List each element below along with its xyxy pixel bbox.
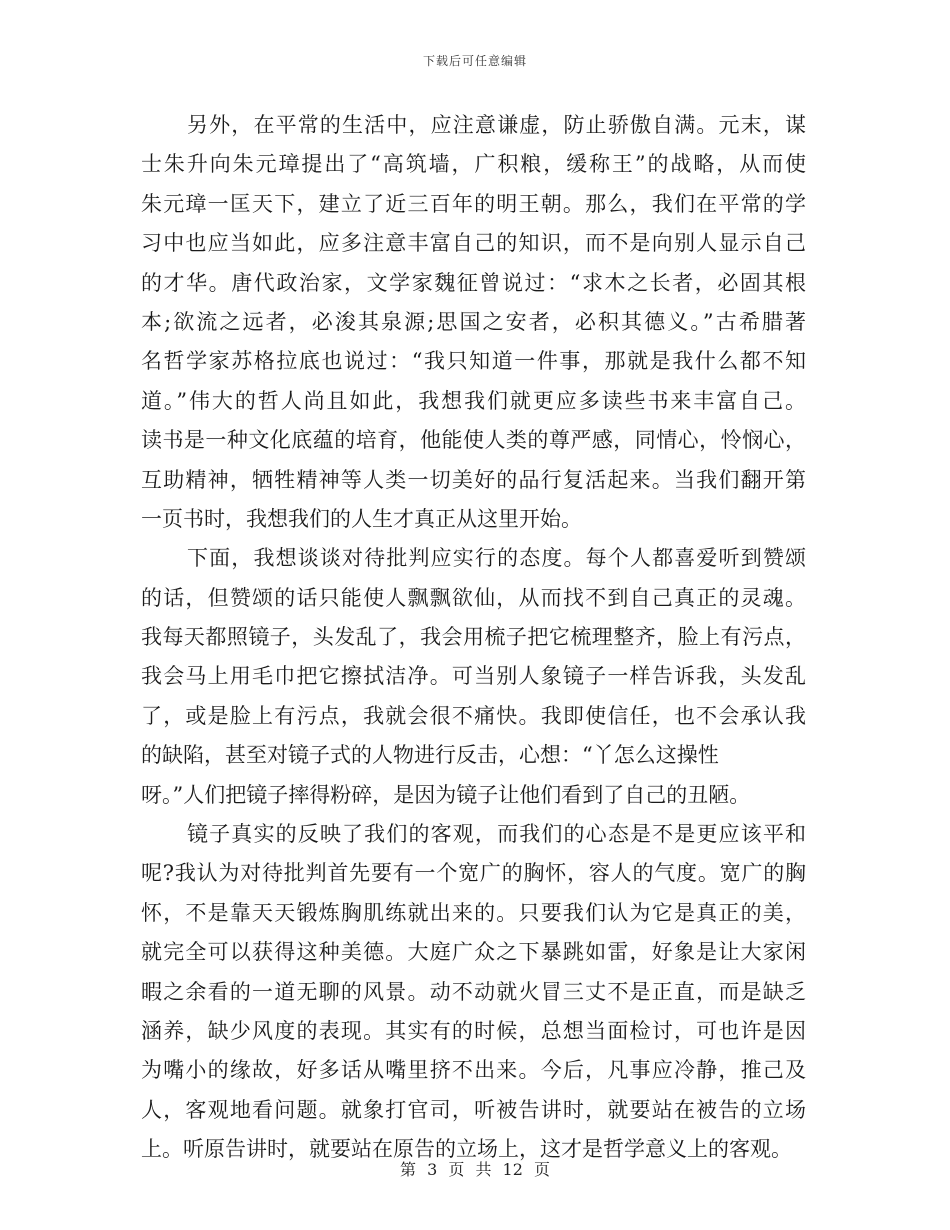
- text-line: 就完全可以获得这种美德。大庭广众之下暴跳如雷，好象是让大家闲: [141, 940, 806, 965]
- text-line: 我每天都照镜子，头发乱了，我会用梳子把它梳理整齐，脸上有污点，: [141, 625, 806, 650]
- text-line: 习中也应当如此，应多注意丰富自己的知识，而不是向别人显示自己: [141, 231, 806, 256]
- text-line: 士朱升向朱元璋提出了“高筑墙，广积粮，缓称王”的战略，从而使: [141, 152, 806, 177]
- page-number-footer: 第 3 页 共 12 页: [400, 1160, 550, 1179]
- text-line: 呀。”人们把镜子摔得粉碎，是因为镜子让他们看到了自己的丑陋。: [141, 782, 751, 807]
- text-line: 一页书时，我想我们的人生才真正从这里开始。: [141, 506, 582, 531]
- text-line: 下面，我想谈谈对待批判应实行的态度。每个人都喜爱听到赞颂: [187, 546, 806, 571]
- text-line: 了，或是脸上有污点，我就会很不痛快。我即使信任，也不会承认我: [141, 703, 806, 728]
- text-line: 我会马上用毛巾把它擦拭洁净。可当别人象镜子一样告诉我，头发乱: [141, 664, 806, 689]
- text-line: 呢?我认为对待批判首先要有一个宽广的胸怀，容人的气度。宽广的胸: [141, 861, 806, 886]
- text-line: 的缺陷，甚至对镜子式的人物进行反击，心想：“丫怎么这操性: [141, 743, 719, 768]
- text-line: 暇之余看的一道无聊的风景。动不动就火冒三丈不是正直，而是缺乏: [141, 979, 806, 1004]
- text-line: 为嘴小的缘故，好多话从嘴里挤不出来。今后，凡事应冷静，推己及: [141, 1058, 806, 1083]
- text-line: 上。听原告讲时，就要站在原告的立场上，这才是哲学意义上的客观。: [141, 1137, 792, 1162]
- text-line: 的话，但赞颂的话只能使人飘飘欲仙，从而找不到自己真正的灵魂。: [141, 585, 806, 610]
- text-line: 读书是一种文化底蕴的培育，他能使人类的尊严感，同情心，怜悯心，: [141, 428, 806, 453]
- document-body: [141, 106, 806, 1170]
- text-line: 涵养，缺少风度的表现。其实有的时候，总想当面检讨，可也许是因: [141, 1018, 806, 1043]
- text-line: 镜子真实的反映了我们的客观，而我们的心态是不是更应该平和: [187, 822, 806, 847]
- text-line: 互助精神，牺牲精神等人类一切美好的品行复活起来。当我们翻开第: [141, 467, 806, 492]
- text-line: 的才华。唐代政治家，文学家魏征曾说过：“求木之长者，必固其根: [141, 270, 806, 295]
- text-line: 本;欲流之远者，必浚其泉源;思国之安者，必积其德义。”古希腊著: [141, 309, 806, 334]
- text-line: 朱元璋一匡天下，建立了近三百年的明王朝。那么，我们在平常的学: [141, 191, 806, 216]
- text-line: 道。”伟大的哲人尚且如此，我想我们就更应多读些书来丰富自己。: [141, 388, 806, 413]
- text-line: 怀，不是靠天天锻炼胸肌练就出来的。只要我们认为它是真正的美，: [141, 900, 806, 925]
- page-header: 下载后可任意编辑: [422, 54, 527, 68]
- text-line: 另外，在平常的生活中，应注意谦虚，防止骄傲自满。元末，谋: [187, 113, 806, 137]
- text-line: 名哲学家苏格拉底也说过：“我只知道一件事，那就是我什么都不知: [141, 349, 806, 374]
- text-line: 人，客观地看问题。就象打官司，听被告讲时，就要站在被告的立场: [141, 1097, 806, 1122]
